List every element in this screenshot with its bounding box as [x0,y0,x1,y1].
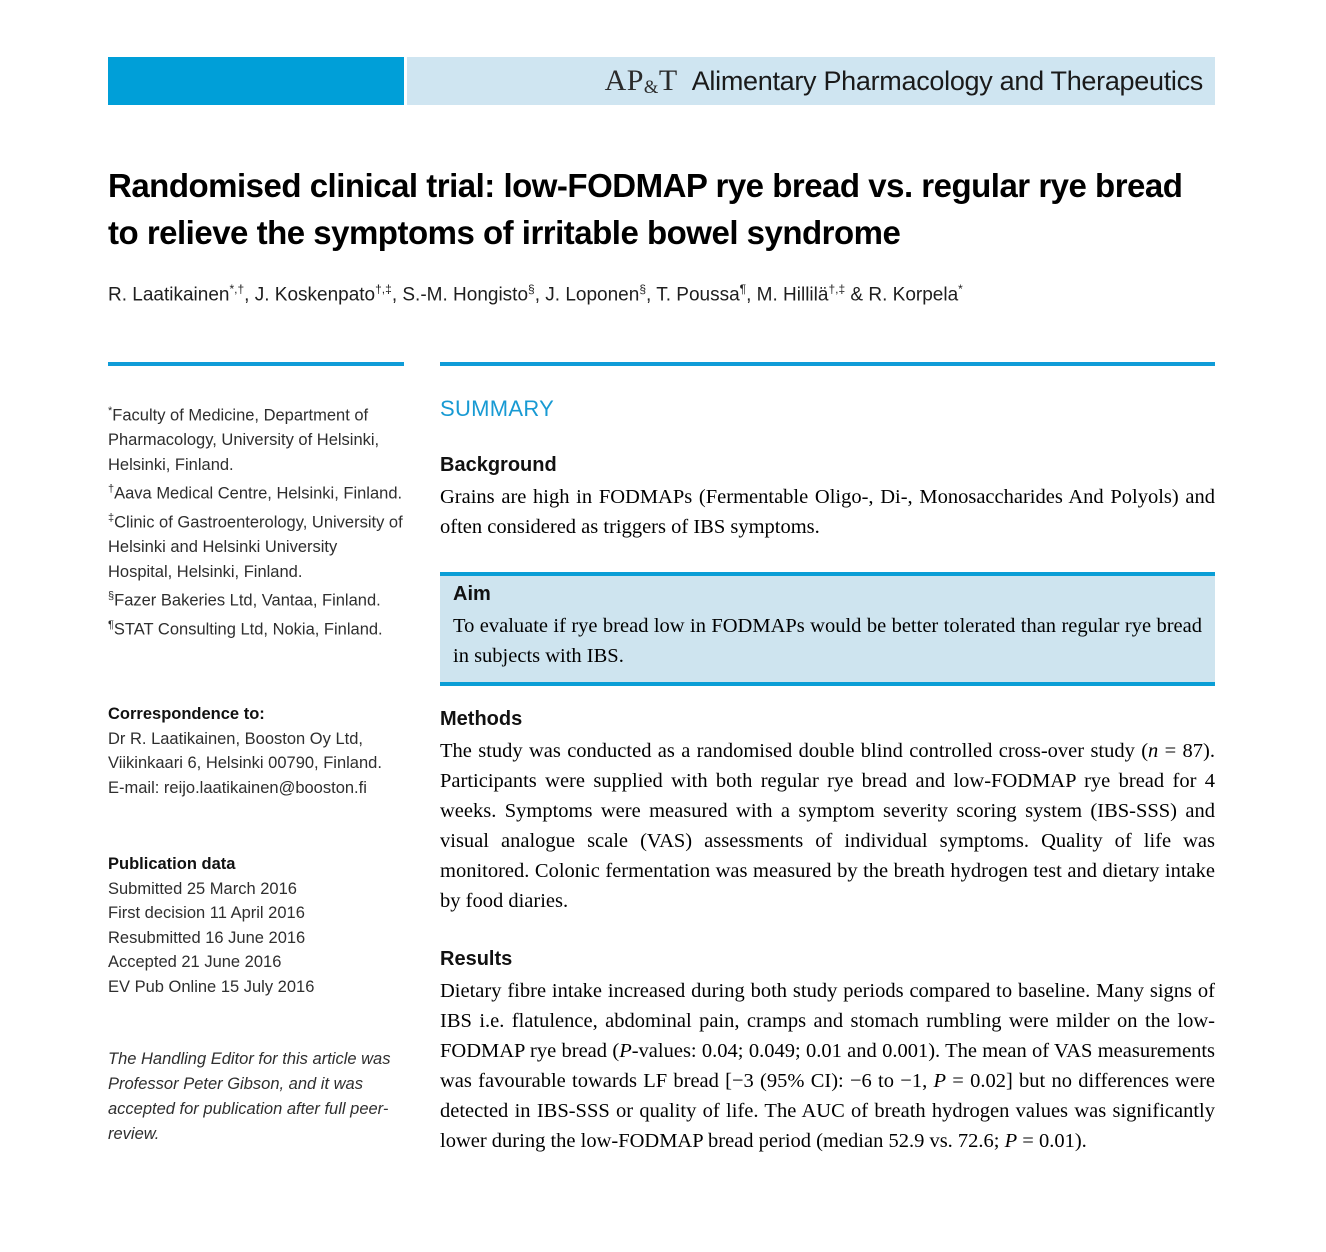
affiliation [108,506,404,584]
summary-heading: SUMMARY [440,396,555,422]
summary-section-aim [440,572,1215,686]
summary-section-results [440,946,1215,1156]
section-text-results: Dietary fibre intake increased during both study periods compared to baseline. Many signs of IBS i.e. flatulence, abdominal pain, cramps and stomach rumbling were milder on the low-FODMAP rye bread (P-values: 0.04; 0.049; 0.01 and 0.001). The mean of VAS measurements was favourable towards LF bread [−3 (95% CI): −6 to −1, P = 0.02] but no differences were detected in IBS-SSS or quality of life. The AUC of breath hydrogen values was significantly lower during the low-FODMAP bread period (median 52.9 vs. 72.6; P = 0.01). [440,980,1216,1153]
section-text-background: Grains are high in FODMAPs (Fermentable Oligo-, Di-, Monosaccharides And Polyols) and often considered as triggers of IBS symptoms. [440,486,1215,539]
publication-data-line: First decision 11 April 2016 [108,904,305,923]
logo-ap: AP [604,64,644,97]
section-heading-results: Results [440,948,513,971]
affiliation-marker: ‡ [108,512,115,525]
article-body [108,366,1215,1156]
article-title: Randomised clinical trial: low-FODMAP rye bread vs. regular rye bread to relieve the symptoms of irritable bowel syndrome [108,167,1183,251]
publication-data-line: EV Pub Online 15 July 2016 [108,977,315,996]
correspondence-email: E-mail: reijo.laatikainen@booston.fi [108,778,367,797]
logo-t: T [658,64,678,97]
affiliation-marker: † [108,483,115,496]
affiliation-text: Fazer Bakeries Ltd, Vantaa, Finland. [114,591,381,610]
handling-editor-note: The Handling Editor for this article was Professor Peter Gibson, and it was accepted for publication after full peer-review. [108,1050,391,1144]
affiliations-block [108,399,404,642]
section-heading-background: Background [440,454,557,477]
affiliation-marker: * [108,405,113,418]
publication-data-line: Resubmitted 16 June 2016 [108,928,306,947]
summary-section-background [440,452,1215,542]
affiliation-text: STAT Consulting Ltd, Nokia, Finland. [113,620,383,639]
affiliation [108,477,404,506]
section-heading-aim: Aim [453,583,491,606]
affiliation-text: Faculty of Medicine, Department of Pharmacology, University of Helsinki, Helsinki, Finland. [108,406,380,474]
publication-data-heading: Publication data [108,855,236,874]
logo-ampersand: & [643,77,659,98]
journal-name: Alimentary Pharmacology and Therapeutics [691,65,1203,96]
publication-data-line: Accepted 21 June 2016 [108,953,282,972]
affiliation [108,613,404,642]
section-text-methods: The study was conducted as a randomised double blind controlled cross-over study (n = 87). Participants were supplied with both regular rye bread and low-FODMAP rye bread for 4 weeks. Symptoms were measured with a symptom severity scoring system (IBS-SSS) and visual analogue scale (VAS) assessments of individual symptoms. Quality of life was monitored. Colonic fermentation was measured by the breath hydrogen test and dietary intake by food diaries. [440,740,1215,913]
section-heading-methods: Methods [440,708,523,731]
summary-column [440,366,1215,1156]
journal-masthead [108,0,1215,105]
affiliation [108,399,404,477]
correspondence-heading: Correspondence to: [108,705,265,724]
affiliation-text: Clinic of Gastroenterology, University of Helsinki and Helsinki University Hospital, Helsinki, Finland. [108,513,403,581]
article-authors: R. Laatikainen*,†, J. Koskenpato†,‡, S.-M. Hongisto§, J. Loponen§, T. Poussa¶, M. Hillilä†,‡ & R. Korpela* [108,282,963,306]
journal-logo [605,64,678,98]
affiliation-marker: ¶ [108,619,114,632]
correspondence-line: Dr R. Laatikainen, Booston Oy Ltd, [108,729,363,748]
journal-banner [407,57,1215,105]
affiliation-text: Aava Medical Centre, Helsinki, Finland. [114,484,403,503]
correspondence-line: Viikinkaari 6, Helsinki 00790, Finland. [108,754,382,773]
affiliation-marker: § [108,590,115,603]
article-sidebar [108,366,404,1156]
summary-section-methods [440,706,1215,916]
section-text-aim: To evaluate if rye bread low in FODMAPs would be better tolerated than regular rye bread in subjects with IBS. [453,615,1202,668]
affiliation [108,584,404,613]
correspondence-block [108,702,404,800]
brand-color-block [108,57,404,105]
publication-data-line: Submitted 25 March 2016 [108,879,297,898]
publication-data-block [108,852,404,999]
